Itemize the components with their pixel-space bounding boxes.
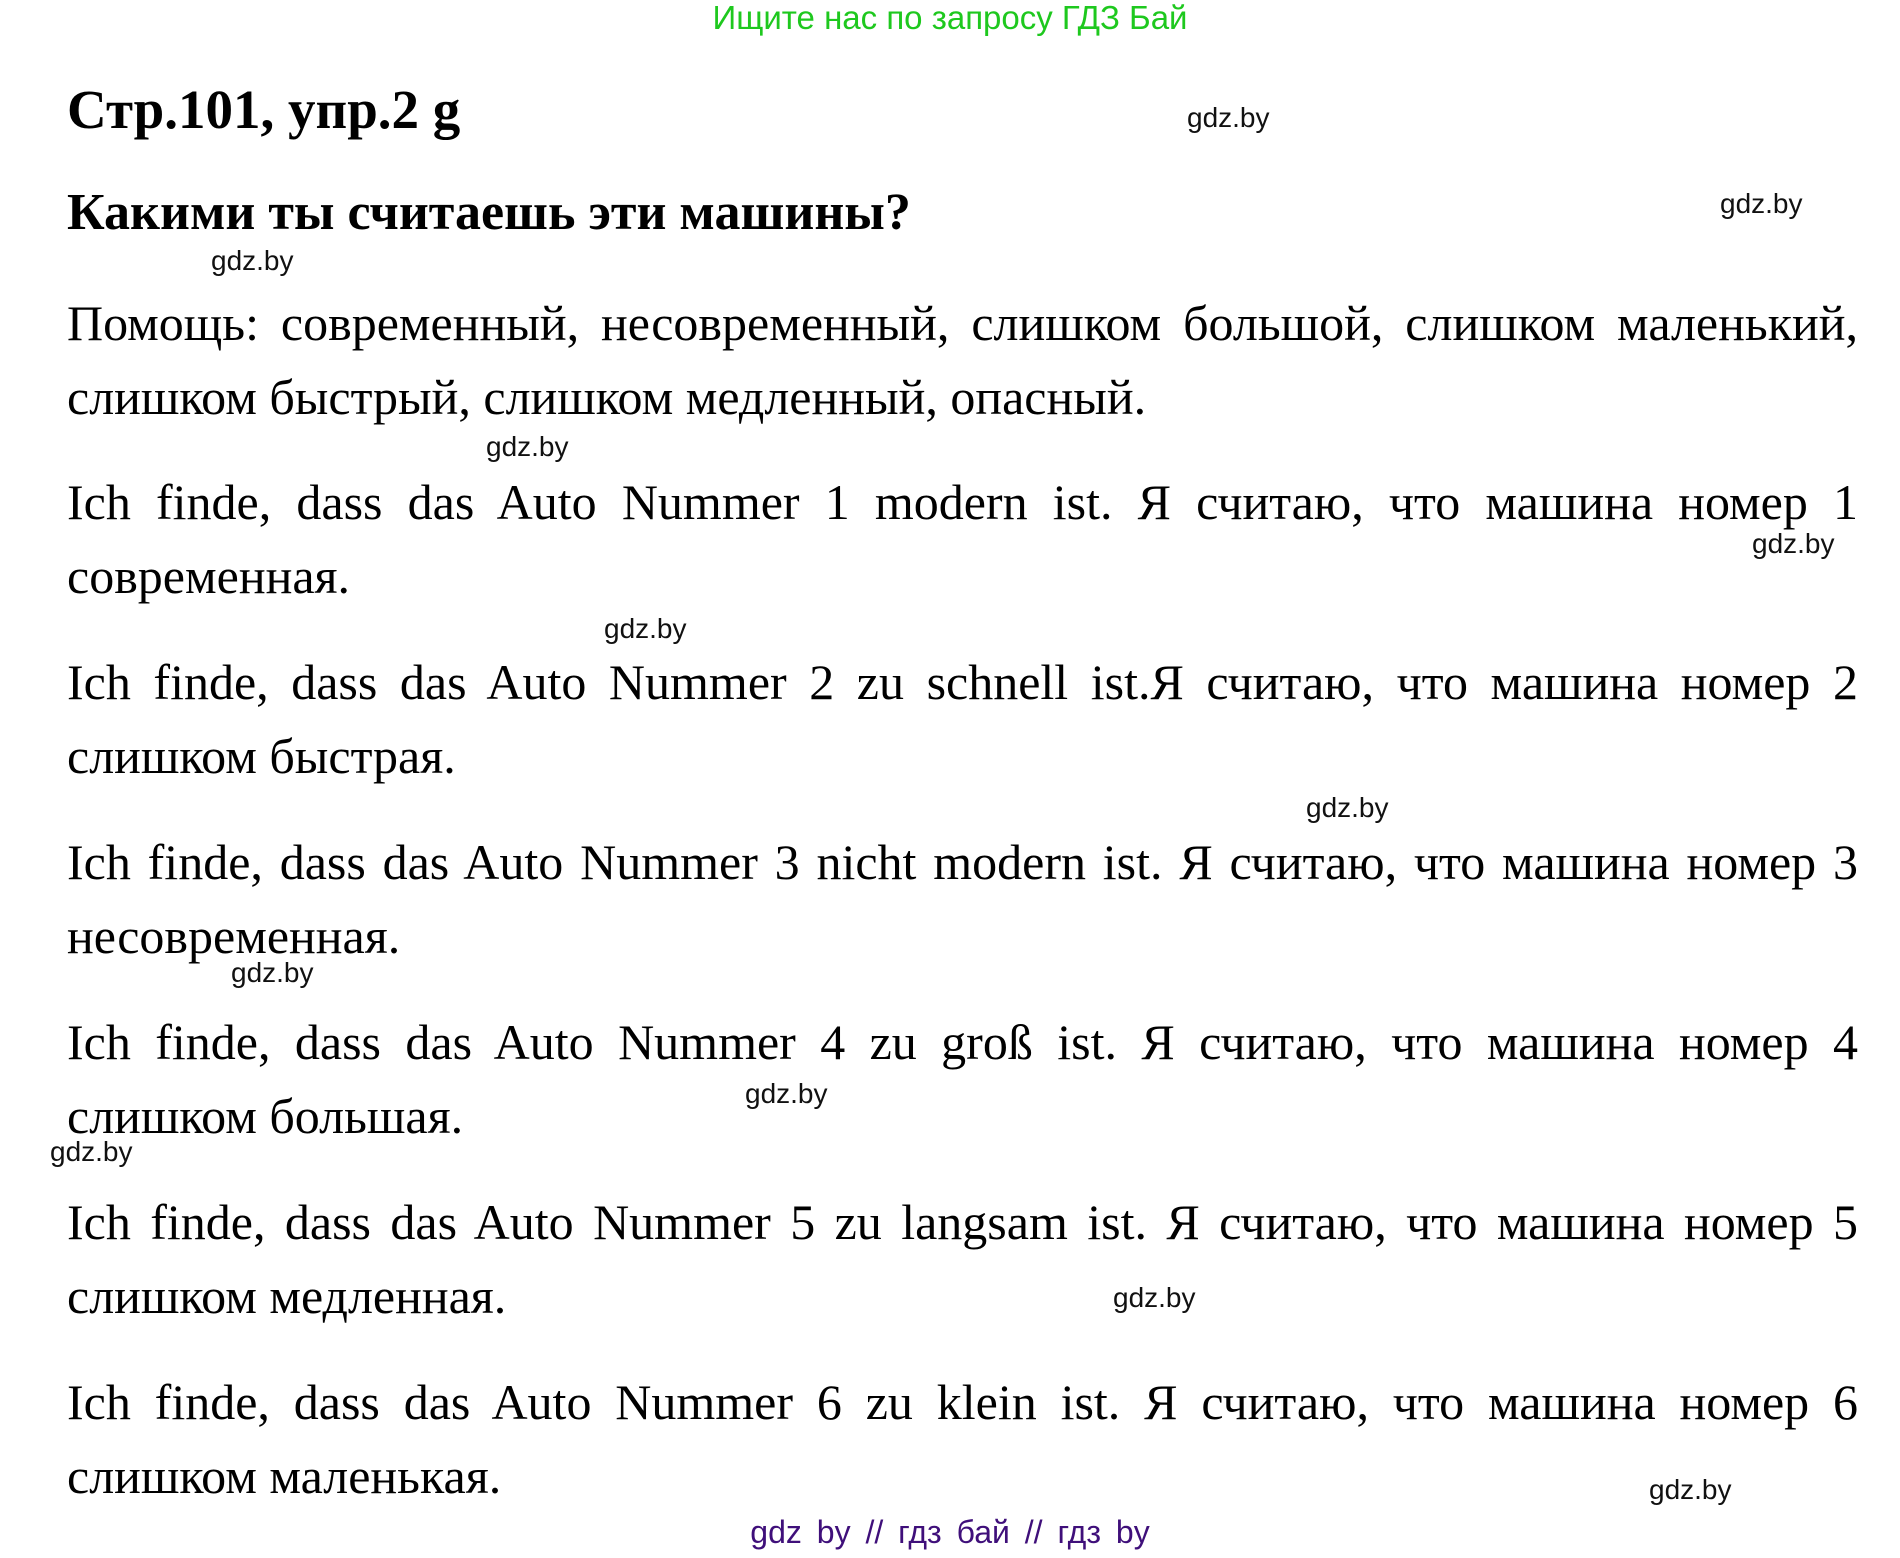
watermark: gdz.by xyxy=(1720,188,1803,219)
answer-5: Ich finde, dass das Auto Nummer 5 zu langsam ist. Я считаю, что машина номер 5 слишком медленная. xyxy=(67,1194,1858,1324)
answer-1: Ich finde, dass das Auto Nummer 1 modern ist. Я считаю, что машина номер 1 современная. xyxy=(67,474,1858,604)
watermark: gdz.by xyxy=(1113,1282,1196,1313)
watermark: gdz.by xyxy=(486,431,569,462)
top-banner[interactable]: Ищите нас по запросу ГДЗ Бай xyxy=(712,0,1188,36)
watermark: gdz.by xyxy=(1306,792,1389,823)
watermark: gdz.by xyxy=(50,1136,133,1167)
answer-4: Ich finde, dass das Auto Nummer 4 zu groß ist. Я считаю, что машина номер 4 слишком большая. xyxy=(67,1014,1858,1144)
watermark: gdz.by xyxy=(604,613,687,644)
watermark: gdz.by xyxy=(231,957,314,988)
watermark: gdz.by xyxy=(745,1078,828,1109)
question-heading: Какими ты считаешь эти машины? xyxy=(67,184,911,241)
page-title: Стр.101, упр.2 g xyxy=(67,79,461,140)
answer-2: Ich finde, dass das Auto Nummer 2 zu schnell ist.Я считаю, что машина номер 2 слишком быстрая. xyxy=(67,654,1858,784)
watermark: gdz.by xyxy=(1187,102,1270,133)
answer-6: Ich finde, dass das Auto Nummer 6 zu klein ist. Я считаю, что машина номер 6 слишком маленькая. xyxy=(67,1374,1858,1504)
watermark: gdz.by xyxy=(1752,528,1835,559)
answer-3: Ich finde, dass das Auto Nummer 3 nicht modern ist. Я считаю, что машина номер 3 несовременная. xyxy=(67,834,1858,964)
watermark: gdz.by xyxy=(211,245,294,276)
bottom-banner[interactable]: gdz by // гдз бай // гдз by xyxy=(750,1514,1150,1550)
help-paragraph: Помощь: современный, несовременный, слишком большой, слишком маленький, слишком быстрый, слишком медленный, опасный. xyxy=(67,295,1858,425)
watermark: gdz.by xyxy=(1649,1474,1732,1505)
